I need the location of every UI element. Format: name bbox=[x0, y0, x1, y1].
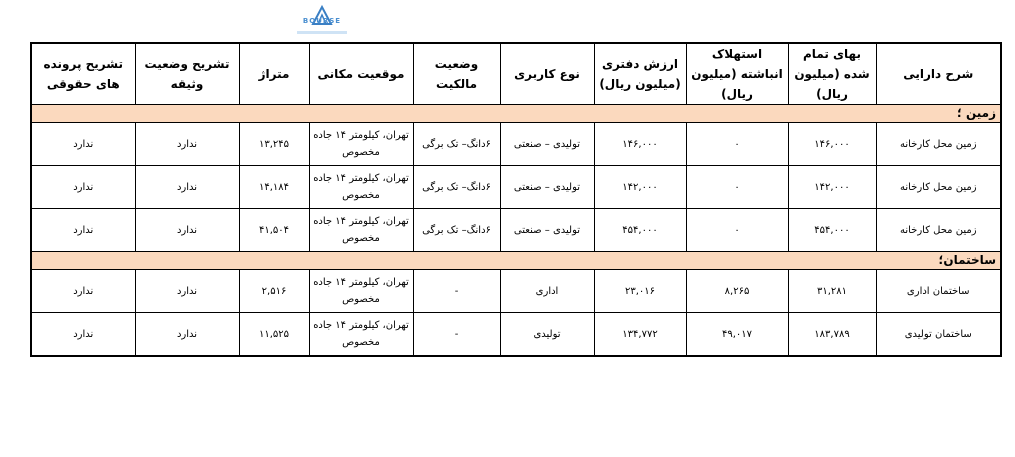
cell-book-value: ۴۵۴,۰۰۰ bbox=[594, 209, 686, 252]
cell-ownership-status: ۶دانگ– تک برگی bbox=[413, 123, 500, 166]
cell-usage-type: تولیدی bbox=[500, 313, 594, 357]
cell-location: تهران، کیلومتر ۱۴ جاده مخصوص bbox=[309, 313, 413, 357]
section-title: زمین ؛ bbox=[31, 105, 1001, 123]
cell-area: ۱۳,۲۴۵ bbox=[239, 123, 309, 166]
cell-usage-type: تولیدی – صنعتی bbox=[500, 209, 594, 252]
cell-accumulated-depreciation: ۸,۲۶۵ bbox=[686, 270, 788, 313]
cell-asset-description: زمین محل کارخانه bbox=[876, 123, 1001, 166]
cell-usage-type: اداری bbox=[500, 270, 594, 313]
cell-cost: ۱۴۲,۰۰۰ bbox=[788, 166, 876, 209]
cell-location: تهران، کیلومتر ۱۴ جاده مخصوص bbox=[309, 123, 413, 166]
cell-accumulated-depreciation: ۴۹,۰۱۷ bbox=[686, 313, 788, 357]
cell-location: تهران، کیلومتر ۱۴ جاده مخصوص bbox=[309, 209, 413, 252]
cell-cost: ۱۴۶,۰۰۰ bbox=[788, 123, 876, 166]
cell-collateral-status: ندارد bbox=[135, 313, 239, 357]
cell-ownership-status: - bbox=[413, 270, 500, 313]
cell-accumulated-depreciation: ۰ bbox=[686, 166, 788, 209]
cell-cost: ۱۸۳,۷۸۹ bbox=[788, 313, 876, 357]
header-legal-cases: تشریح پرونده های حقوقی bbox=[31, 43, 135, 105]
table-row bbox=[31, 313, 1001, 357]
cell-area: ۱۱,۵۲۵ bbox=[239, 313, 309, 357]
header-row bbox=[31, 43, 1001, 105]
cell-book-value: ۱۴۶,۰۰۰ bbox=[594, 123, 686, 166]
header-book-value: ارزش دفتری (میلیون ریال) bbox=[594, 43, 686, 105]
table-row bbox=[31, 270, 1001, 313]
cell-legal-cases: ندارد bbox=[31, 123, 135, 166]
cell-legal-cases: ندارد bbox=[31, 166, 135, 209]
cell-asset-description: زمین محل کارخانه bbox=[876, 166, 1001, 209]
cell-collateral-status: ندارد bbox=[135, 270, 239, 313]
cell-cost: ۴۵۴,۰۰۰ bbox=[788, 209, 876, 252]
logo-wordmark: BOURSE bbox=[302, 17, 342, 25]
cell-cost: ۳۱,۲۸۱ bbox=[788, 270, 876, 313]
cell-accumulated-depreciation: ۰ bbox=[686, 123, 788, 166]
cell-ownership-status: ۶دانگ– تک برگی bbox=[413, 209, 500, 252]
cell-location: تهران، کیلومتر ۱۴ جاده مخصوص bbox=[309, 166, 413, 209]
cell-ownership-status: ۶دانگ– تک برگی bbox=[413, 166, 500, 209]
header-ownership-status: وضعیت مالکیت bbox=[413, 43, 500, 105]
cell-location: تهران، کیلومتر ۱۴ جاده مخصوص bbox=[309, 270, 413, 313]
section-row-buildings bbox=[31, 252, 1001, 270]
cell-area: ۲,۵۱۶ bbox=[239, 270, 309, 313]
cell-book-value: ۲۳,۰۱۶ bbox=[594, 270, 686, 313]
cell-book-value: ۱۴۲,۰۰۰ bbox=[594, 166, 686, 209]
cell-legal-cases: ندارد bbox=[31, 209, 135, 252]
section-title: ساختمان؛ bbox=[31, 252, 1001, 270]
header-asset-description: شرح دارایی bbox=[876, 43, 1001, 105]
table-row bbox=[31, 123, 1001, 166]
table-row bbox=[31, 209, 1001, 252]
cell-legal-cases: ندارد bbox=[31, 270, 135, 313]
cell-area: ۴۱,۵۰۴ bbox=[239, 209, 309, 252]
cell-usage-type: تولیدی – صنعتی bbox=[500, 166, 594, 209]
header-collateral-status: تشریح وضعیت وثیقه bbox=[135, 43, 239, 105]
cell-usage-type: تولیدی – صنعتی bbox=[500, 123, 594, 166]
header-location: موقعیت مکانی bbox=[309, 43, 413, 105]
cell-asset-description: زمین محل کارخانه bbox=[876, 209, 1001, 252]
header-usage-type: نوع کاربری bbox=[500, 43, 594, 105]
header-cost: بهای تمام شده (میلیون ریال) bbox=[788, 43, 876, 105]
cell-asset-description: ساختمان تولیدی bbox=[876, 313, 1001, 357]
header-accumulated-depreciation: استهلاک انباشته (میلیون ریال) bbox=[686, 43, 788, 105]
section-row-land bbox=[31, 105, 1001, 123]
table-row bbox=[31, 166, 1001, 209]
cell-collateral-status: ندارد bbox=[135, 123, 239, 166]
cell-book-value: ۱۳۴,۷۷۲ bbox=[594, 313, 686, 357]
cell-asset-description: ساختمان اداری bbox=[876, 270, 1001, 313]
header-area: متراژ bbox=[239, 43, 309, 105]
cell-ownership-status: - bbox=[413, 313, 500, 357]
asset-table bbox=[30, 42, 1002, 357]
cell-collateral-status: ندارد bbox=[135, 209, 239, 252]
cell-area: ۱۴,۱۸۴ bbox=[239, 166, 309, 209]
cell-legal-cases: ندارد bbox=[31, 313, 135, 357]
cell-collateral-status: ندارد bbox=[135, 166, 239, 209]
cell-accumulated-depreciation: ۰ bbox=[686, 209, 788, 252]
